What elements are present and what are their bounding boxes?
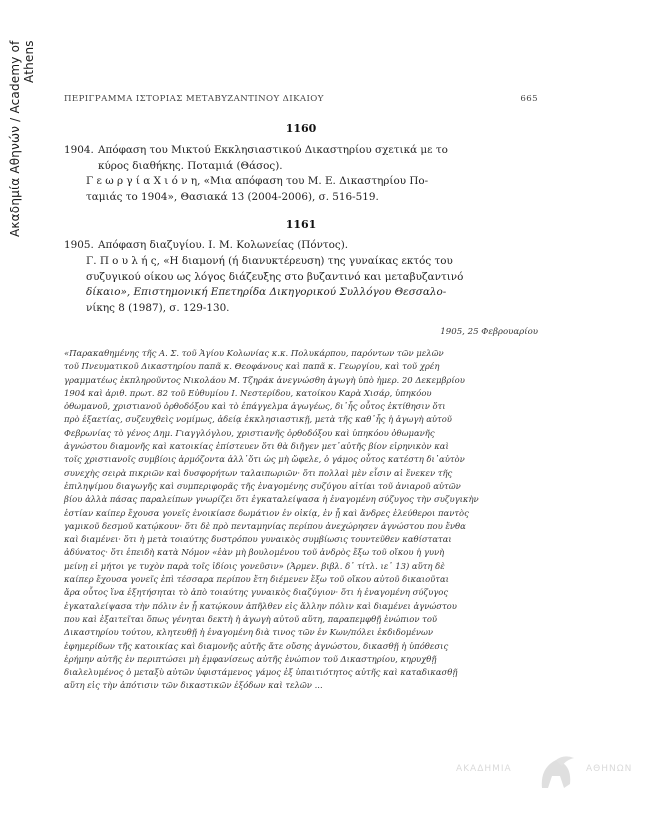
quote-line: ἑστίαν καίπερ ἔχουσα γονεῖς ἐνοικίασε δωμάτιον ἐν οἰκίᾳ, ἐν ᾗ καὶ ἄνδρες ἐλεύθεροι παντὸς [64, 507, 469, 518]
helmet-icon [534, 754, 578, 794]
quote-line: ἐρήμην αὐτῆς ἐν περιπτώσει μὴ ἐμφανίσεως αὐτῆς ἐνώπιον τοῦ Δικαστηρίου, κηρυχθῇ [64, 653, 437, 664]
reference-line: νίκης 8 (1987), σ. 129-130. [86, 301, 230, 314]
reference-line: Γ ε ω ρ γ ί α Χ ι ό ν η, «Μια απόφαση του Μ. Ε. Δικαστηρίου Πο- [86, 175, 429, 187]
quote-line: καὶ διαμένει· ὅτι ἡ μετὰ τοιαύτης δυστρόπου γυναικὸς συμβίωσις τουντεῦθεν καθίσταται [64, 534, 452, 545]
quote-line: τοῖς χριστιανοῖς συμβίοις ἁρμόζοντα ἀλλ᾽ὅτι ὡς μὴ ὤφελε, ὁ γάμος οὗτος κατέστη δι᾽αὐτὸν [64, 454, 465, 465]
reference-line: συζυγικού οίκου ως λόγος διάζευξης στο βυζαντινό και μεταβυζαντινό [86, 270, 464, 283]
quote-line: ἐγκαταλείψασα τὴν πόλιν ἐν ᾗ κατῴκουν ἀπῆλθεν εἰς ἄλλην πόλιν καὶ διαμένει ἀγνώστου [64, 600, 457, 611]
quote-line: γαμικοῦ δεσμοῦ κατῴκουν· ὅτι δὲ πρὸ πενταμηνίας περίπου ἀνεχώρησεν ἀγνώστου που ἔνθα [64, 520, 466, 531]
quote-line: μείνῃ εἰ μήτοι γε τυχὸν παρὰ τοῖς ἰδίοις γονεῦσιν» (Ἀρμεν. βιβλ. δ᾽ τίτλ. ιε᾽ 13) αὕτη δὲ [64, 560, 445, 571]
running-header [64, 94, 538, 104]
entry-reference [86, 254, 538, 316]
entry-year: 1905. [64, 239, 94, 251]
page-number: 665 [520, 94, 538, 104]
entry-title-cont: κύρος διαθήκης. Ποταμιά (Θάσος). [98, 159, 283, 172]
quote-line: πρὸ ἐξαετίας, συζευχθεὶς νομίμως, ἀδείᾳ ἐκκλησιαστικῇ, μετὰ τῆς καθ᾽ἧς ἡ ἀγωγὴ αὐτοῦ [64, 414, 452, 425]
quote-line: Φεβρωνίας τὸ γένος Δημ. Γιαγγλόγλου, χριστιανῆς ὀρθοδόξου καὶ ὑπηκόου ὀθωμανῆς [64, 427, 435, 438]
entry-number: 1161 [285, 218, 317, 231]
reference-line: Γ. Π ο υ λ ή ς, «Η διαμονή (ή διανυκτέρευση) της γυναίκας εκτός του [86, 255, 453, 267]
logo-word-right: ΑΘΗΝΩΝ [586, 764, 633, 774]
quote-line: 1904 καὶ ἀριθ. πρωτ. 82 τοῦ Εὐθυμίου Ι. Νεστερίδου, κατοίκου Καρὰ Χισάρ, ὑπηκόου [64, 387, 432, 398]
quoted-document [64, 347, 538, 693]
academy-logo [456, 754, 666, 794]
quote-line: γραμματέως ἐκπληροῦντος Νικολάου Μ. Τζηράκ ἀνεγνώσθη ἀγωγὴ ὑπὸ ἡμερ. 20 Δεκεμβρίου [64, 374, 465, 385]
quote-line: ἀδύνατος· ὅτι ἐπειδὴ κατὰ Νόμον «ἐὰν μὴ βουλομένου τοῦ ἀνδρὸς ἔξω τοῦ οἴκου ἡ γυνὴ [64, 547, 445, 558]
reference-line: δίκαιο», Επιστημονική Επετηρίδα Δικηγορικού Συλλόγου Θεσσαλο- [86, 286, 447, 298]
entry-reference [86, 174, 538, 205]
quote-line: ἀγνώστου διαμονῆς καὶ κατοικίας ἐπίστευεν ὅτι θὰ διῆγεν μετ᾽αὐτῆς βίον εἰρηνικὸν καὶ [64, 441, 449, 452]
document-date: 1905, 25 Φεβρουαρίου [440, 327, 538, 337]
quote-line: καίπερ ἔχουσα γονεῖς ἐπὶ τέσσαρα περίπου ἔτη διέμενεν ἔξω τοῦ οἴκου αὐτοῦ δικαιοῦται [64, 574, 449, 585]
entry-year: 1904. [64, 144, 94, 156]
quote-line: διαλελυμένος ὁ μεταξὺ αὐτῶν ὑφιστάμενος γάμος ἐξ ὑπαιτιότητος αὐτῆς καὶ καταδικασθῇ [64, 667, 458, 678]
reference-line: ταμιάς το 1904», Θασιακά 13 (2004-2006), σ. 516-519. [86, 190, 379, 203]
entry-title-text: Απόφαση διαζυγίου. Ι. Μ. Κολωνείας (Πόντος). [98, 239, 349, 251]
quote-line: που καὶ ἐξαιτεῖται ὅπως γένηται δεκτὴ ἡ ἀγωγὴ αὐτοῦ αὕτη, παραπεμφθῇ ἐνώπιον τοῦ [64, 613, 438, 624]
entry-title-text: Απόφαση του Μικτού Εκκλησιαστικού Δικαστηρίου σχετικά με το [98, 144, 448, 156]
quote-line: συνεχὴς σειρὰ πικριῶν καὶ δυσφορήτων ταλαιπωριῶν· ὅτι πολλαὶ μὲν εἶσιν αἱ ἕνεκεν τῆς [64, 467, 453, 478]
quote-line: ἐπιληψίμου διαγωγῆς καὶ συμπεριφορᾶς τῆς ἐναγομένης συζύγου αἰτίαι τοῦ ἀνιαροῦ αὐτῶν [64, 480, 461, 491]
entry-number: 1160 [285, 122, 317, 135]
side-watermark: Ακαδημία Αθηνών / Academy of Athens [8, 40, 36, 237]
quote-line: ὀθωμανοῦ, χριστιανοῦ ὀρθοδόξου καὶ τὸ ἐπάγγελμα ἀγωγέως, δι᾽ἧς οὗτος ἐκτίθησιν ὅτι [64, 401, 446, 412]
quote-line: αὕτη εἰς τὴν ἀπότισιν τῶν δικαστικῶν ἐξόδων καὶ τελῶν ... [64, 680, 323, 691]
quote-line: τοῦ Πνευματικοῦ Δικαστηρίου παπᾶ κ. Θεοφάνους καὶ παπᾶ κ. Γεωργίου, καὶ τοῦ χρέη [64, 361, 440, 372]
header-title: ΠΕΡΙΓΡΑΜΜΑ ΙΣΤΟΡΙΑΣ ΜΕΤΑΒΥΖΑΝΤΙΝΟΥ ΔΙΚΑΙΟΥ [64, 94, 324, 104]
entry-title [64, 238, 538, 254]
quote-line: ἄρα οὗτος ἵνα ἐξητήσηται τὸ ἀπὸ τοιαύτης γυναικὸς διαζύγιον· ὅτι ἡ ἐναγομένη σύζυγος [64, 587, 449, 598]
entry-title [64, 143, 538, 174]
quote-line: «Παρακαθημένης τῆς Α. Σ. τοῦ Ἁγίου Κολωνίας κ.κ. Πολυκάρπου, παρόντων τῶν μελῶν [64, 348, 444, 358]
quote-line: βίου ἀλλὰ πάσας παραλείπων γνωρίζει ὅτι ἐγκαταλείψασα ἡ ἐναγομένη σύζυγος τὴν συζυγικὴν [64, 494, 479, 505]
quote-line: ἐφημερίδων τῆς κατοικίας καὶ διαμονῆς αὐτῆς ἄτε οὔσης ἀγνώστου, δικασθῇ ἡ ὑπόθεσις [64, 640, 449, 651]
logo-word-left: ΑΚΑΔΗΜΙΑ [456, 764, 512, 774]
quote-line: Δικαστηρίου τούτου, κλητευθῇ ἡ ἐναγομένη διὰ τινος τῶν ἐν Κων/πόλει ἐκδιδομένων [64, 627, 434, 638]
